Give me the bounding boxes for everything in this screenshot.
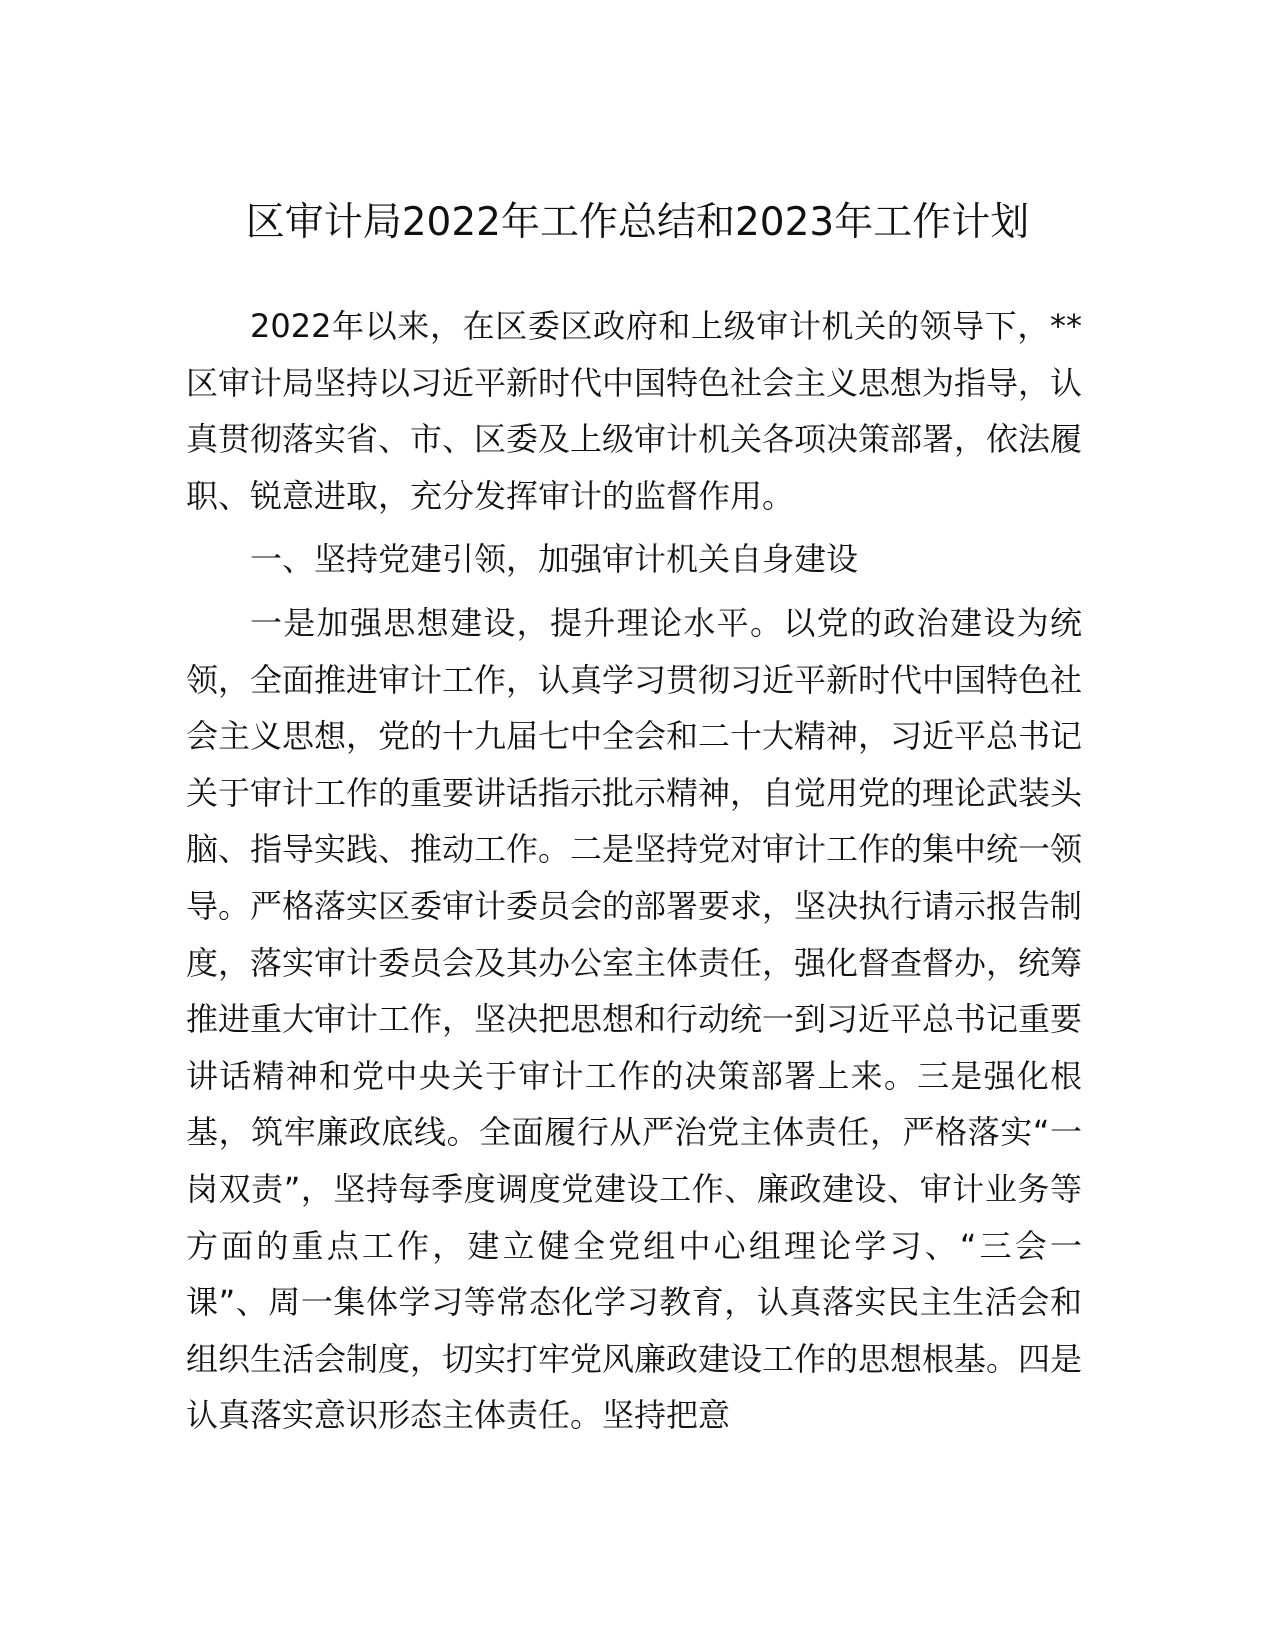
document-body [186,298,1082,1444]
section-heading: 一、坚持党建引领，加强审计机关自身建设 [250,540,859,579]
section-paragraph: 一是加强思想建设，提升理论水平。以党的政治建设为统领，全面推进审计工作，认真学习贯彻习近平新时代中国特色社会主义思想，党的十九届七中全会和二十大精神，习近平总书记关于审计工作的重要讲话指示批示精神，自觉用党的理论武装头脑、指导实践、推动工作。二是坚持党对审计工作的集中统一领导。严格落实区委审计委员会的部署要求，坚决执行请示报告制度，落实审计委员会及其办公室主体责任，强化督查督办，统筹推进重大审计工作，坚决把思想和行动统一到习近平总书记重要讲话精神和党中央关于审计工作的决策部署上来。三是强化根基，筑牢廉政底线。全面履行从严治党主体责任，严格落实“一岗双责”，坚持每季度调度党建设工作、廉政建设、审计业务等方面的重点工作，建立健全党组中心组理论学习、“三会一课”、周一集体学习等常态化学习教育，认真落实民主生活会和组织生活会制度，切实打牢党风廉政建设工作的思想根基。四是认真落实意识形态主体责任。坚持把意 [186,603,1083,1435]
intro-paragraph: 2022年以来，在区委区政府和上级审计机关的领导下，**区审计局坚持以习近平新时代中国特色社会主义思想为指导，认真贯彻落实省、市、区委及上级审计机关各项决策部署，依法履职、锐意进取，充分发挥审计的监督作用。 [186,307,1083,515]
document-title: 区审计局2022年工作总结和2023年工作计划 [245,200,1030,245]
